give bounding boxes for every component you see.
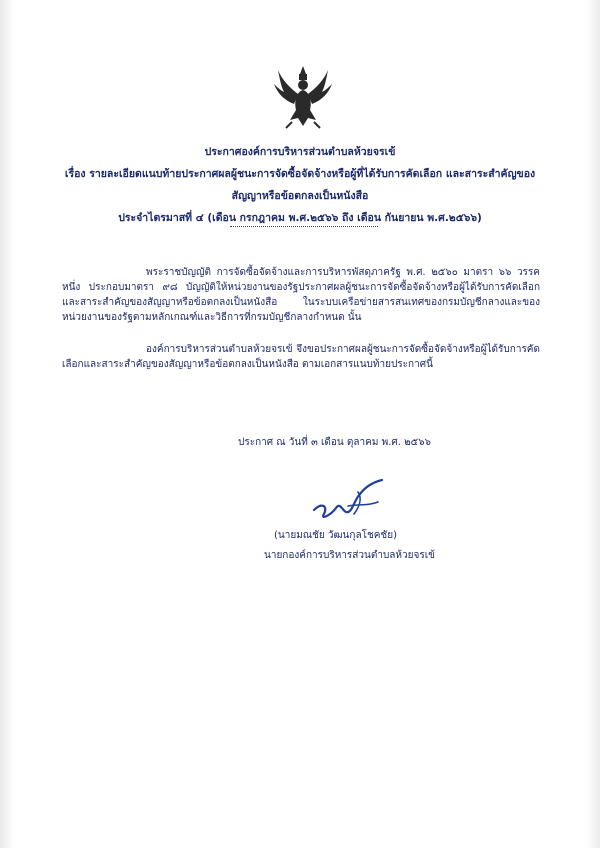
body-paragraph-1: พระราชบัญญัติ การจัดซื้อจัดจ้างและการบริหารพัสดุภาครัฐ พ.ศ. ๒๕๖๐ มาตรา ๖๖ วรรคหนึ่ง ประกอบมาตรา ๙๘ บัญญัติให้หน่วยงานของรัฐประกาศผลผู้ชนะการจัดซื้อจัดจ้างหรือผู้ได้รับการคัดเลือกและสาระสำคัญของสัญญาหรือข้อตกลงเป็นหนังสือ ในระบบเครือข่ายสารสนเทศของกรมบัญชีกลางและของหน่วยงานของรัฐตามหลักเกณฑ์และวิธีการที่กรมบัญชีกลางกำหนด นั้น	[62, 267, 540, 323]
signer-position: นายกองค์การบริหารส่วนตำบลห้วยจรเข้	[264, 550, 435, 561]
announcement-date: ประกาศ ณ วันที่ ๓ เดือน ตุลาคม พ.ศ. ๒๕๖๖	[238, 437, 431, 448]
quarter-period: ประจำไตรมาสที่ ๔ (เดือน กรกฎาคม พ.ศ.๒๕๖๖ ถึง เดือน กันยายน พ.ศ.๒๕๖๖)	[118, 212, 482, 224]
subject-line-2: สัญญาหรือข้อตกลงเป็นหนังสือ	[231, 190, 369, 202]
signature-image	[308, 476, 388, 522]
organization-title: ประกาศองค์การบริหารส่วนตำบลห้วยจรเข้	[204, 146, 396, 158]
garuda-emblem-icon	[272, 62, 334, 130]
signer-name: (นายมณชัย วัฒนกุลโชคชัย)	[274, 530, 397, 541]
dotted-divider	[230, 226, 378, 227]
subject-line-1: เรื่อง รายละเอียดแนบท้ายประกาศผลผู้ชนะการจัดซื้อจัดจ้างหรือผู้ที่ได้รับการคัดเลือก และสาระสำคัญของ	[64, 168, 536, 180]
body-paragraph-2: องค์การบริหารส่วนตำบลห้วยจรเข้ จึงขอประกาศผลผู้ชนะการจัดซื้อจัดจ้างหรือผู้ได้รับการคัดเลือกและสาระสำคัญของสัญญาหรือข้อตกลงเป็นหนังสือ ตามเอกสารแนบท้ายประกาศนี้	[62, 344, 540, 370]
